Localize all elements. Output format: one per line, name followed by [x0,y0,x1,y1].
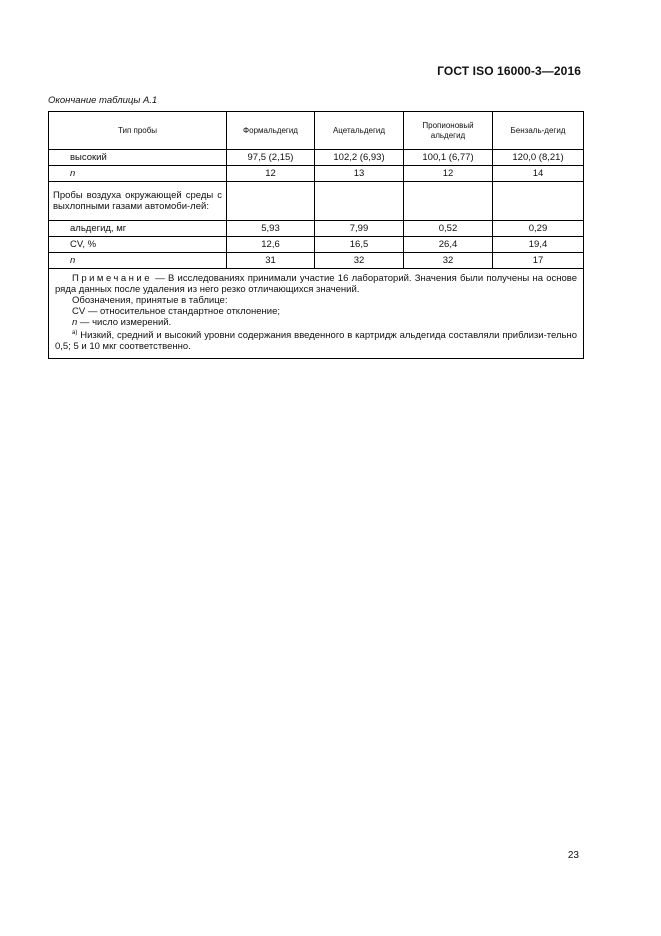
col-header-propionaldehyde: Пропионовый альдегид [404,112,493,150]
table-header-row [49,112,584,150]
table-cell: 12 [227,166,315,182]
table-cell: 97,5 (2,15) [227,150,315,166]
row-label: n [49,166,227,182]
table-cell: 31 [227,253,315,269]
table-cell: 102,2 (6,93) [315,150,404,166]
col-header-acetaldehyde: Ацетальдегид [315,112,404,150]
table-row [49,221,584,237]
col-header-formaldehyde: Формальдегид [227,112,315,150]
table-cell: 12,6 [227,237,315,253]
note-text: — В исследованиях принимали участие 16 лабораторий. Значения были получены на основе ряда данных после удаления из него резко отличающихся значений. [55,273,577,295]
note-paragraph [55,273,577,295]
table-cell: 26,4 [404,237,493,253]
col-header-sample-type: Тип пробы [49,112,227,150]
table-row [49,237,584,253]
table-cell: 0,29 [493,221,584,237]
note-cv: CV — относительное стандартное отклонение; [72,306,281,317]
table-cell: 5,93 [227,221,315,237]
note-n [55,317,577,328]
row-label: n [49,253,227,269]
table-cell: 13 [315,166,404,182]
row-label: альдегид, мг [49,221,227,237]
table-cell: 7,99 [315,221,404,237]
table-row [49,166,584,182]
table-row [49,150,584,166]
table-row [49,253,584,269]
note-prefix: Примечание [72,273,152,284]
table-cell: 17 [493,253,584,269]
page-number: 23 [567,850,579,861]
note-n-symbol: n [72,317,78,328]
note-footnote [55,328,577,352]
table-cell: 19,4 [493,237,584,253]
row-label: высокий [49,150,227,166]
table-cell: 32 [404,253,493,269]
footnote-text: Низкий, средний и высокий уровни содержания введенного в картридж альдегида составляли приблизи-тельно 0,5; 5 и 10 мкг соответственно. [55,330,577,352]
col-header-benzaldehyde: Бензаль-дегид [493,112,584,150]
table-note [49,269,584,359]
note-n-text: — число измерений. [77,317,172,328]
table-row [49,182,584,221]
table-note-row [49,269,584,359]
table-cell: 32 [315,253,404,269]
table-cell: 0,52 [404,221,493,237]
section-label: Пробы воздуха окружающей среды с выхлопными газами автомоби-лей: [49,182,227,221]
row-label: CV, % [49,237,227,253]
table-cell: 16,5 [315,237,404,253]
table-cell: 120,0 (8,21) [493,150,584,166]
table-cell: 12 [404,166,493,182]
standard-header: ГОСТ ISO 16000-3—2016 [437,64,581,78]
table-caption: Окончание таблицы А.1 [48,95,158,106]
note-designations: Обозначения, принятые в таблице: [72,295,228,306]
footnote-mark: a) [72,330,78,336]
table-cell: 100,1 (6,77) [404,150,493,166]
table-cell: 14 [493,166,584,182]
results-table [48,111,584,359]
